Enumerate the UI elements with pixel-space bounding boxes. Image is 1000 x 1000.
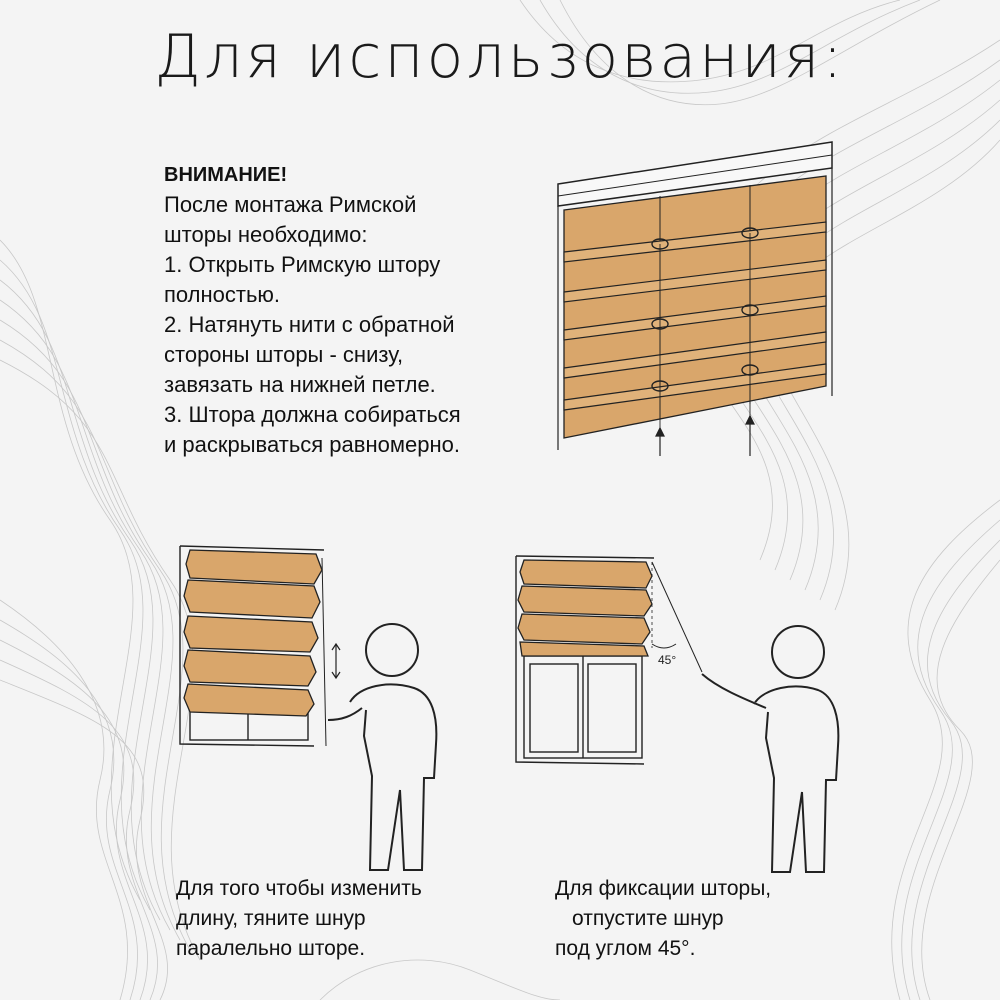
caption-line: паралельно шторе.: [176, 937, 366, 960]
caption-line: Для фиксации шторы,: [555, 877, 772, 900]
notice-heading: ВНИМАНИЕ!: [164, 164, 288, 186]
notice-line: 3. Штора должна собираться: [164, 402, 461, 427]
notice-block: [164, 160, 544, 460]
notice-line: и раскрываться равномерно.: [164, 432, 460, 457]
caption-line: длину, тяните шнур: [176, 907, 366, 930]
notice-line: завязать на нижней петле.: [164, 372, 436, 397]
roman-shade-back-illustration: [550, 138, 840, 460]
notice-line: полностью.: [164, 282, 281, 307]
pull-cord-45-illustration: [512, 548, 842, 880]
double-arrow-icon: [332, 644, 340, 678]
pull-cord-parallel-illustration: [176, 540, 476, 880]
shade-fabric: [184, 550, 322, 716]
caption-line: отпустите шнур: [572, 907, 724, 930]
notice-line: 1. Открыть Римскую штору: [164, 252, 441, 277]
notice-line: После монтажа Римской: [164, 192, 417, 217]
caption-left: [176, 874, 422, 964]
caption-line: Для того чтобы изменить: [176, 877, 422, 900]
person-icon: [702, 626, 838, 872]
notice-line: шторы необходимо:: [164, 222, 368, 247]
notice-line: стороны шторы - снизу,: [164, 342, 404, 367]
page-title: Для использования:: [154, 22, 846, 92]
angle-label: 45°: [658, 653, 677, 667]
caption-right: [555, 874, 771, 964]
shade-fabric: [518, 560, 652, 656]
up-arrow-icon: [656, 416, 754, 456]
notice-line: 2. Натянуть нити с обратной: [164, 312, 455, 337]
angle-arc: [652, 644, 676, 648]
person-icon: [328, 624, 436, 870]
caption-line: под углом 45°.: [555, 937, 696, 960]
